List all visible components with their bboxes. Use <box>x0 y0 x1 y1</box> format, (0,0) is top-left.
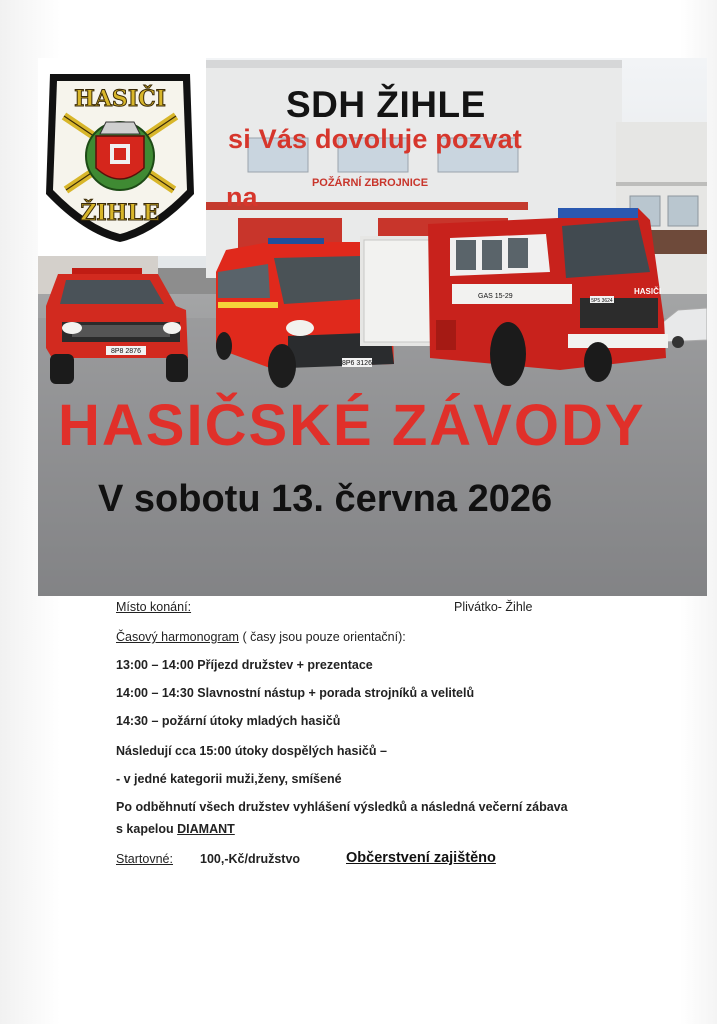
band-line <box>116 822 235 836</box>
invitation-na: na <box>226 182 258 212</box>
svg-text:5P5 3624: 5P5 3624 <box>591 298 613 304</box>
svg-text:GAS 15-29: GAS 15-29 <box>478 293 513 300</box>
schedule-item: 14:00 – 14:30 Slavnostní nástup + porada strojníků a velitelů <box>116 686 475 700</box>
schedule-item: - v jedné kategorii muži,ženy, smíšené <box>116 772 342 786</box>
event-date: V sobotu 13. června 2026 <box>98 478 553 520</box>
svg-text:HASIČI: HASIČI <box>74 86 166 112</box>
svg-text:ŽIHLE: ŽIHLE <box>80 200 160 226</box>
schedule-item: 14:30 – požární útoky mladých hasičů <box>116 714 341 728</box>
svg-text:8P8 2876: 8P8 2876 <box>111 348 141 355</box>
fee-value: 100,-Kč/družstvo <box>200 852 301 866</box>
schedule-item: 13:00 – 14:00 Příjezd družstev + prezentace <box>116 658 373 672</box>
schedule-heading <box>116 630 406 644</box>
venue-label: Místo konání: <box>116 600 192 614</box>
event-title: HASIČSKÉ ZÁVODY <box>58 393 646 458</box>
firefighter-emblem <box>44 64 196 244</box>
band-prefix: s kapelou <box>116 822 178 836</box>
venue-value: Plivátko- Žihle <box>454 600 533 614</box>
invitation-text: si Vás dovoluje pozvat <box>228 124 522 154</box>
schedule-item: Po odběhnutí všech družstev vyhlášení výsledků a následná večerní zábava <box>116 800 568 814</box>
refreshments-note: Občerstvení zajištěno <box>346 850 496 866</box>
svg-text:8P6 3126: 8P6 3126 <box>342 360 372 367</box>
schedule-item: Následují cca 15:00 útoky dospělých hasičů – <box>116 744 387 758</box>
schedule-label: Časový harmonogram <box>116 630 239 644</box>
fee-label: Startovné: <box>116 852 173 866</box>
organization-name: SDH ŽIHLE <box>286 84 486 125</box>
svg-text:HASIČI: HASIČI <box>634 287 662 296</box>
band-name: DIAMANT <box>177 822 235 836</box>
building-sign: POŽÁRNÍ ZBROJNICE <box>311 177 429 189</box>
schedule-note: ( časy jsou pouze orientační): <box>238 630 406 644</box>
